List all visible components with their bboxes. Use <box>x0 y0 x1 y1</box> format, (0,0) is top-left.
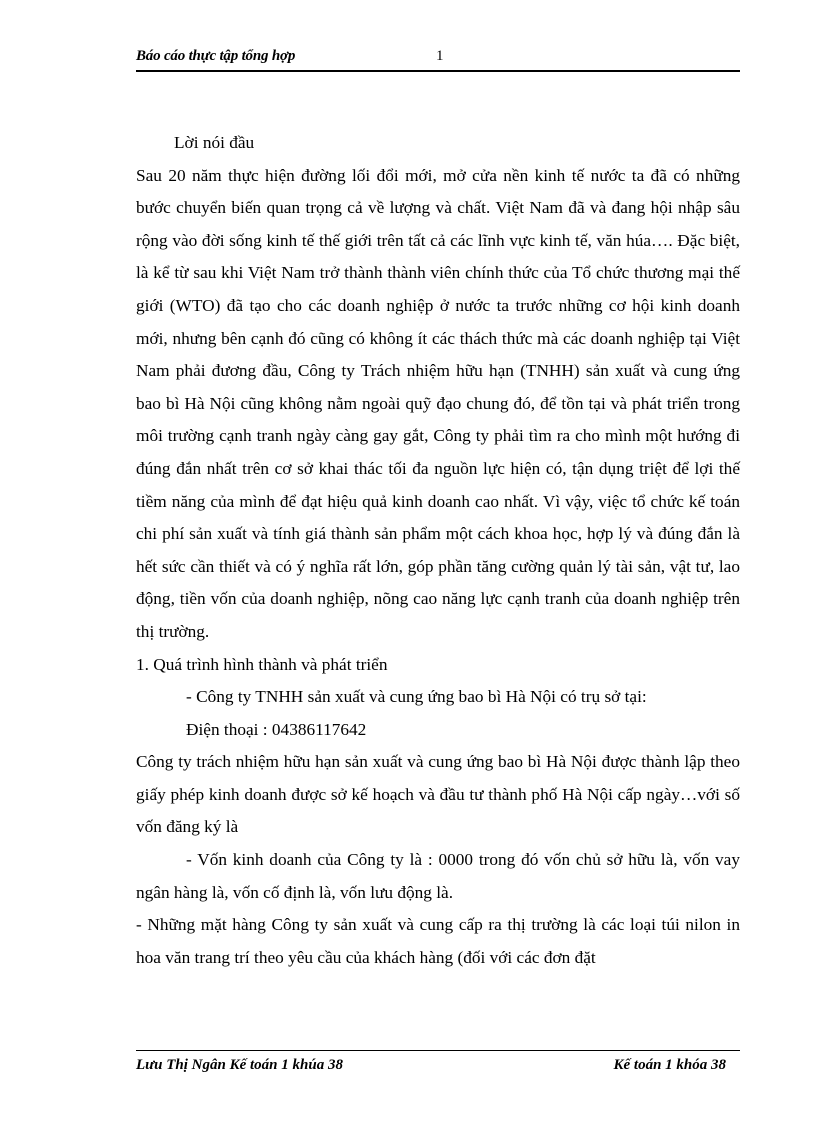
capital-item: - Vốn kinh doanh của Công ty là : 0000 trong đó vốn chủ sở hữu là, vốn vay ngân hàng là, vốn cố định là, vốn lưu động là. <box>136 850 740 902</box>
section-heading: 1. Quá trình hình thành và phát triển <box>136 654 388 674</box>
office-item: - Công ty TNHH sản xuất và cung ứng bao bì Hà Nội có trụ sở tại: <box>186 687 647 707</box>
footer-author: Lưu Thị Ngân Kế toán 1 khúa 38 <box>136 1057 343 1073</box>
founding-paragraph: Công ty trách nhiệm hữu hạn sản xuất và cung ứng bao bì Hà Nội được thành lập theo giấy phép kinh doanh được sở kế hoạch và đầu tư thành phố Hà Nội cấp ngày…với số vốn đăng ký là <box>136 752 740 837</box>
preface-heading: Lời nói đầu <box>174 133 255 152</box>
header-title: Báo cáo thực tập tổng hợp <box>136 48 296 64</box>
page-footer <box>136 1050 740 1079</box>
page-header <box>136 46 740 72</box>
document-body <box>136 127 740 974</box>
phone-item: Điện thoại : 04386117642 <box>186 719 367 739</box>
footer-course: Kế toán 1 khóa 38 <box>613 1057 726 1073</box>
page-number: 1 <box>436 48 444 64</box>
products-item: - Những mặt hàng Công ty sản xuất và cung cấp ra thị trường là các loại túi nilon in hoa văn trang trí theo yêu cầu của khách hàng (đối với các đơn đặt <box>136 915 740 967</box>
intro-paragraph: Sau 20 năm thực hiện đường lối đổi mới, mở cửa nền kinh tế nước ta đã có những bước chuyển biến quan trọng cả về lượng và chất. Việt Nam đã và đang hội nhập sâu rộng vào đời sống kinh tế thế giới trên tất cả các lĩnh vực kinh tế, văn húa…. Đặc biệt, là kể từ sau khi Việt Nam trở thành thành viên chính thức của Tổ chức thương mại thế giới (WTO) đã tạo cho các doanh nghiệp ở nước ta trước những cơ hội kinh doanh mới, nhưng bên cạnh đó cũng có không ít các thách thức mà các doanh nghiệp tại Việt Nam phải đương đầu, Công ty Trách nhiệm hữu hạn (TNHH) sản xuất và cung ứng bao bì Hà Nội cũng không nằm ngoài quỹ đạo chung đó, để tồn tại và phát triển trong môi trường cạnh tranh ngày càng gay gắt, Công ty phải tìm ra cho mình một hướng đi đúng đắn nhất trên cơ sở khai thác tối đa nguồn lực hiện có, tận dụng triệt để lợi thế tiềm năng của mình để đạt hiệu quả kinh doanh cao nhất. Vì vậy, việc tổ chức kế toán chi phí sản xuất và tính giá thành sản phẩm một cách khoa học, hợp lý và đúng đắn là hết sức cần thiết và có ý nghĩa rất lớn, góp phần tăng cường quản lý tài sản, vật tư, lao động, tiền vốn của doanh nghiệp, nõng cao năng lực cạnh tranh của doanh nghiệp trên thị trường. <box>136 165 740 641</box>
